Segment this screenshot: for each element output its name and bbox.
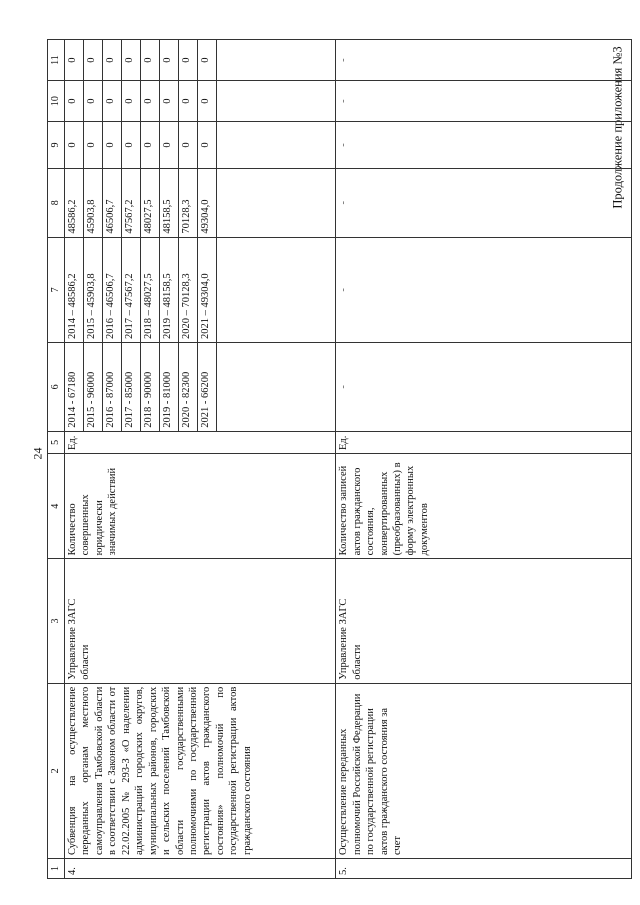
amount: 48586,2 <box>65 168 84 237</box>
column-header: 10 <box>48 81 65 122</box>
row-unit: Ед. <box>65 431 336 453</box>
amount: 45903,8 <box>84 168 103 237</box>
table-row <box>336 40 632 879</box>
value-c9: 0 <box>103 122 122 169</box>
row-indicator: Количество записей актов гражданского состояния, конвертированных (преобразованных) в форму электронных документов <box>336 453 632 558</box>
value-c10: 0 <box>65 81 84 122</box>
column-header: 11 <box>48 40 65 81</box>
amount: 46506,7 <box>103 168 122 237</box>
row-number: 4. <box>65 859 336 879</box>
value-c11: 0 <box>84 40 103 81</box>
value-c11: - <box>336 40 632 81</box>
empty-cell <box>217 168 336 237</box>
data-table <box>47 39 632 879</box>
column-header: 8 <box>48 168 65 237</box>
year-funding: 2014 – 48586,2 <box>65 237 84 342</box>
value-c11: 0 <box>179 40 198 81</box>
year-funding: 2015 – 45903,8 <box>84 237 103 342</box>
empty-cell <box>217 237 336 342</box>
value-c9: 0 <box>198 122 217 169</box>
year-plan: 2019 - 81000 <box>160 343 179 432</box>
appendix-continuation-note: Продолжение приложения №3 <box>610 46 625 209</box>
value-c7: - <box>336 237 632 342</box>
column-header: 7 <box>48 237 65 342</box>
value-c9: 0 <box>65 122 84 169</box>
column-header: 5 <box>48 431 65 453</box>
amount: 48027,5 <box>141 168 160 237</box>
value-c9: 0 <box>122 122 141 169</box>
row-description: Субвенция на осуществление переданных органам местного самоуправления Тамбовской области в соответствии с Законом области от 22.02.2005 № 293-З «О наделении администраций городских округов, муниципальных районов, городских и сельских поселений Тамбовской области государственными полномочиями по государственной регистрации актов гражданского состояния» полномочий по государственной регистрации актов гражданского состояния <box>65 683 336 858</box>
column-header: 2 <box>48 683 65 858</box>
row-indicator: Количество совершенных юридически значимых действий <box>65 453 336 558</box>
year-plan: 2014 - 67180 <box>65 343 84 432</box>
year-plan: 2016 - 87000 <box>103 343 122 432</box>
value-c11: 0 <box>65 40 84 81</box>
value-c10: 0 <box>179 81 198 122</box>
year-funding: 2016 – 46506,7 <box>103 237 122 342</box>
amount: 48158,5 <box>160 168 179 237</box>
value-c11: 0 <box>122 40 141 81</box>
empty-cell <box>217 81 336 122</box>
value-c8: - <box>336 168 632 237</box>
row-executor: Управление ЗАГС области <box>336 559 632 683</box>
column-header: 9 <box>48 122 65 169</box>
year-funding: 2019 – 48158,5 <box>160 237 179 342</box>
year-plan: 2018 - 90000 <box>141 343 160 432</box>
value-c11: 0 <box>160 40 179 81</box>
value-c10: 0 <box>103 81 122 122</box>
table-row <box>65 40 84 879</box>
value-c10: 0 <box>198 81 217 122</box>
value-c10: - <box>336 81 632 122</box>
row-number: 5. <box>336 859 632 879</box>
column-number-row <box>48 40 65 879</box>
year-funding: 2020 – 70128,3 <box>179 237 198 342</box>
value-c10: 0 <box>160 81 179 122</box>
value-c10: 0 <box>141 81 160 122</box>
empty-cell <box>217 40 336 81</box>
value-c9: 0 <box>160 122 179 169</box>
value-c9: 0 <box>84 122 103 169</box>
year-plan: 2017 - 85000 <box>122 343 141 432</box>
year-funding: 2018 – 48027,5 <box>141 237 160 342</box>
row-unit: Ед. <box>336 431 632 453</box>
column-header: 3 <box>48 559 65 683</box>
value-c11: 0 <box>198 40 217 81</box>
value-c9: 0 <box>179 122 198 169</box>
empty-cell <box>217 343 336 432</box>
amount: 70128,3 <box>179 168 198 237</box>
value-c9: 0 <box>141 122 160 169</box>
year-funding: 2017 – 47567,2 <box>122 237 141 342</box>
year-plan: 2021 - 66200 <box>198 343 217 432</box>
amount: 47567,2 <box>122 168 141 237</box>
value-c6: - <box>336 343 632 432</box>
value-c11: 0 <box>141 40 160 81</box>
column-header: 6 <box>48 343 65 432</box>
year-funding: 2021 – 49304,0 <box>198 237 217 342</box>
rotated-table-wrapper <box>47 39 632 879</box>
column-header: 1 <box>48 859 65 879</box>
value-c11: 0 <box>103 40 122 81</box>
year-plan: 2020 - 82300 <box>179 343 198 432</box>
year-plan: 2015 - 96000 <box>84 343 103 432</box>
row-description: Осуществление переданных полномочий Российской Федерации по государственной регистрации актов гражданского состояния за счет <box>336 683 632 858</box>
value-c10: 0 <box>84 81 103 122</box>
value-c9: - <box>336 122 632 169</box>
empty-cell <box>217 122 336 169</box>
page-number: 24 <box>30 447 45 460</box>
value-c10: 0 <box>122 81 141 122</box>
amount: 49304,0 <box>198 168 217 237</box>
row-executor: Управление ЗАГС области <box>65 559 336 683</box>
column-header: 4 <box>48 453 65 558</box>
